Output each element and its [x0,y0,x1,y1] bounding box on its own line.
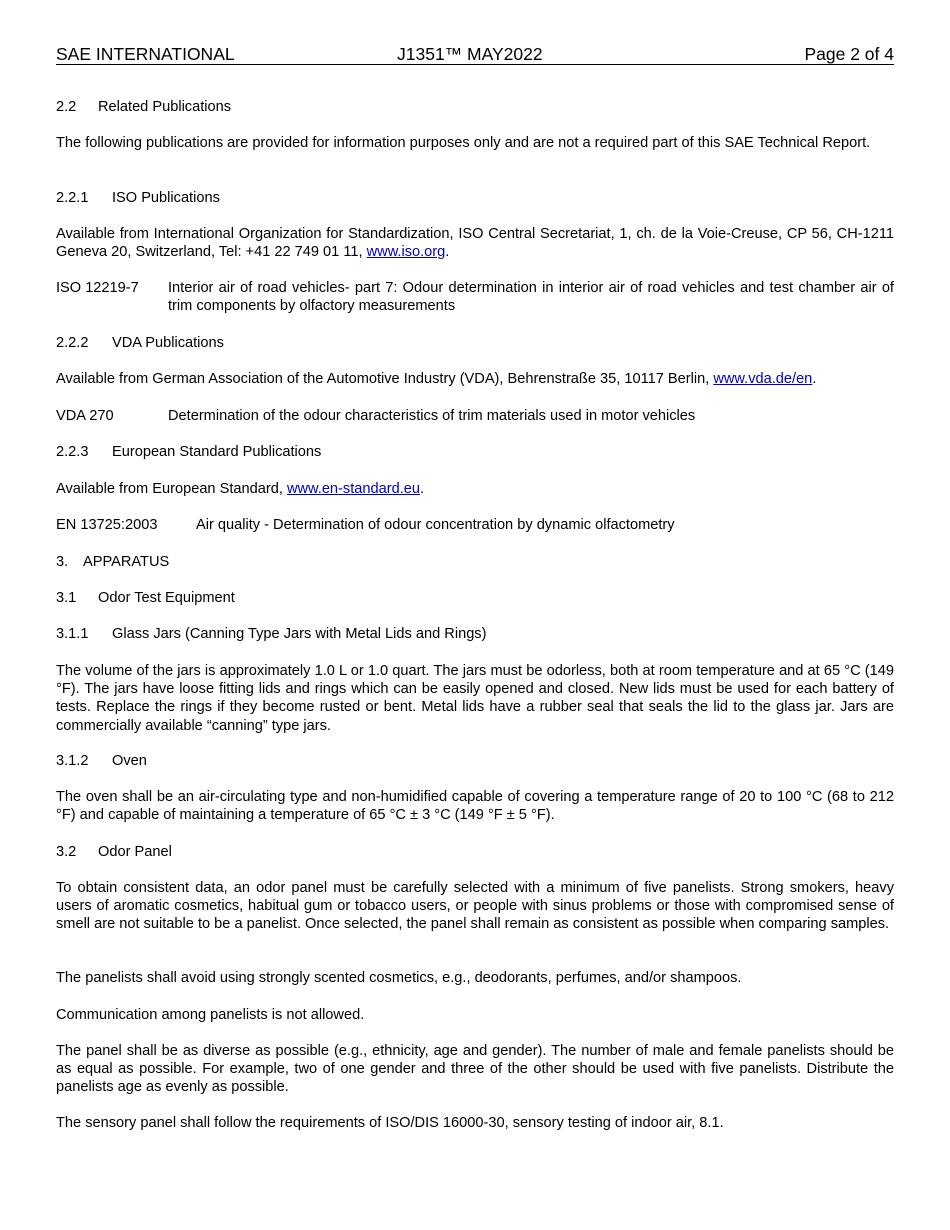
availability-text: Available from International Organization for Standardization, ISO Central Secretariat, 1, ch. de la Voie-Creuse, CP 56, CH-1211 Geneva 20, Switzerland, Tel: +41 22 749 01 11, [56,226,894,261]
section-3-1-2-heading [56,752,894,770]
section-title: ISO Publications [112,190,220,206]
odor-panel-paragraph-5: The sensory panel shall follow the requirements of ISO/DIS 16000-30, sensory testing of indoor air, 8.1. [56,1115,724,1131]
en-standard-link[interactable]: www.en-standard.eu [286,481,420,497]
iso-availability [56,225,894,261]
section-3-2-heading [56,843,894,861]
reference-code: ISO 12219-7 [56,280,139,296]
section-3-heading [56,553,894,571]
section-number: 2.2.2 [56,335,89,351]
section-title: VDA Publications [112,335,224,351]
en-reference [56,516,894,534]
reference-description: Interior air of road vehicles- part 7: Odour determination in interior air of road vehicles and test chamber air of trim components by olfactory measurements [168,280,894,315]
availability-text: Available from European Standard, [56,481,287,497]
vda-availability [56,370,894,388]
section-number: 2.2.3 [56,444,89,460]
odor-panel-paragraph-2: The panelists shall avoid using strongly scented cosmetics, e.g., deodorants, perfumes, and/or shampoos. [56,970,742,986]
section-number: 3.1 [56,590,77,606]
header-page-number: Page 2 of 4 [804,44,894,64]
reference-code: VDA 270 [56,408,114,424]
section-2-2-3-heading [56,443,894,461]
section-number: 2.2.1 [56,190,89,206]
period: . [445,244,450,261]
period: . [420,481,425,497]
section-2-2-intro: The following publications are provided for information purposes only and are not a required part of this SAE Technical Report. [56,135,871,151]
section-2-2-heading [56,98,894,116]
section-title: European Standard Publications [112,444,322,460]
section-title: Oven [112,753,147,769]
reference-description: Determination of the odour characteristics of trim materials used in motor vehicles [168,408,696,424]
section-3-1-1-heading [56,625,894,643]
odor-panel-paragraph-3: Communication among panelists is not allowed. [56,1007,365,1023]
odor-panel-paragraph-1: To obtain consistent data, an odor panel must be carefully selected with a minimum of five panelists. Strong smokers, heavy users of aromatic cosmetics, habitual gum or tobacco users, or people with sinus problems or those with compromised sense of smell are not suitable to be a panelist. Once selected, the panel shall remain as consistent as possible when comparing samples. [56,880,894,933]
document-page [56,44,894,1131]
oven-body: The oven shall be an air-circulating type and non-humidified capable of covering a temperature range of 20 to 100 °C (68 to 212 °F) and capable of maintaining a temperature of 65 °C ± 3 °C (149 °F ± 5 °F). [56,789,894,824]
section-title: APPARATUS [83,554,170,570]
iso-reference [56,279,894,315]
section-number: 3.1.2 [56,753,89,769]
odor-panel-paragraph-4: The panel shall be as diverse as possible (e.g., ethnicity, age and gender). The number of male and female panelists should be as equal as possible. For example, two of one gender and three of the other should be used with five panelists. Distribute the panelists age as evenly as possible. [56,1043,894,1096]
glass-jars-body: The volume of the jars is approximately 1.0 L or 1.0 quart. The jars must be odorless, both at room temperature and at 65 °C (149 °F). The jars have loose fitting lids and rings which can be easily opened and closed. New lids must be used for each battery of tests. Replace the rings if they become rusted or bent. Metal lids have a rubber seal that seals the lid to the glass jar. Jars are commercially available “canning” type jars. [56,663,894,734]
section-number: 3. [56,554,69,570]
section-number: 3.1.1 [56,626,89,642]
vda-reference [56,407,894,425]
availability-text: Available from German Association of the Automotive Industry (VDA), Behrenstraße 35, 10117 Berlin, [56,371,714,387]
period: . [812,371,817,387]
section-title: Odor Test Equipment [98,590,235,606]
vda-link[interactable]: www.vda.de/en [713,371,813,387]
reference-code: EN 13725:2003 [56,517,158,533]
section-2-2-2-heading [56,334,894,352]
page-header [56,44,894,65]
section-3-1-heading [56,589,894,607]
section-title: Glass Jars (Canning Type Jars with Metal Lids and Rings) [112,626,487,642]
en-availability [56,480,894,498]
header-organization: SAE INTERNATIONAL [56,44,235,64]
section-2-2-1-heading [56,189,894,207]
header-document-id: J1351™ MAY2022 [397,44,543,64]
section-number: 3.2 [56,844,77,860]
section-title: Related Publications [98,99,232,115]
iso-link[interactable]: www.iso.org [366,244,446,261]
reference-description: Air quality - Determination of odour concentration by dynamic olfactometry [196,517,675,533]
section-number: 2.2 [56,99,77,115]
section-title: Odor Panel [98,844,172,860]
